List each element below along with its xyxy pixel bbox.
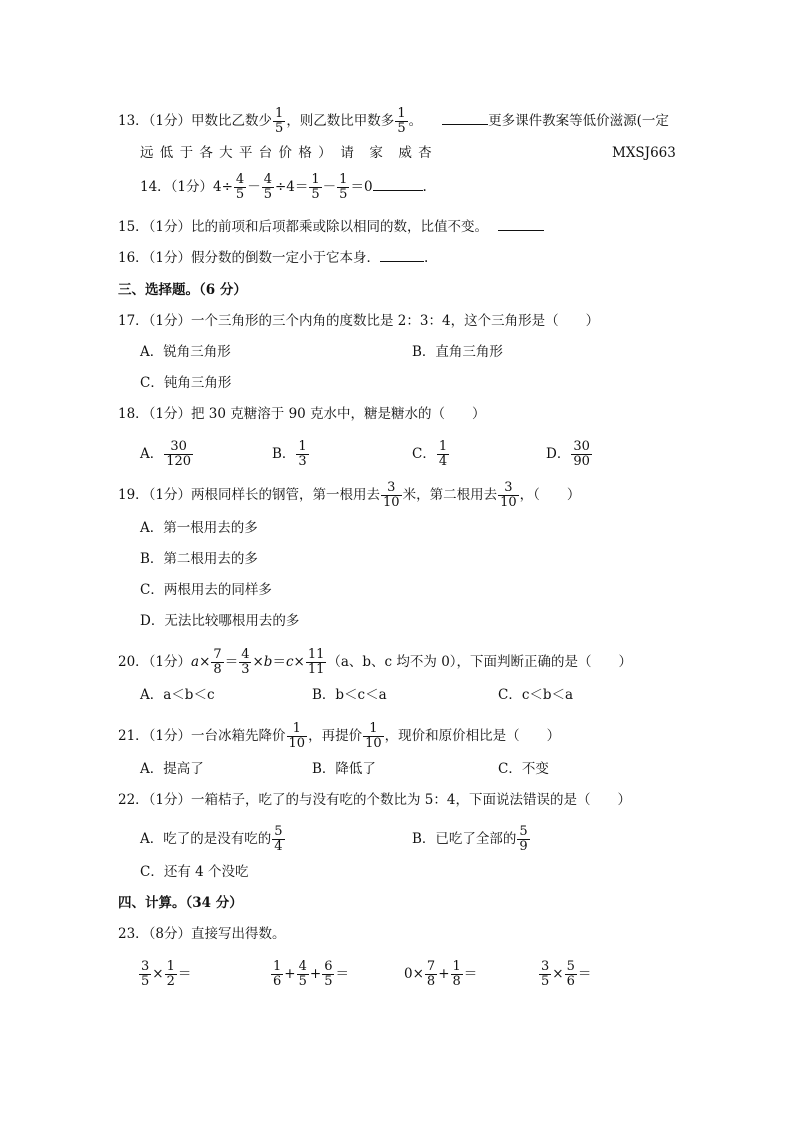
expression-3: 0× $\frac{7}{8}$ + $\frac{1}{8}$ ＝ (404, 959, 478, 989)
option-a[interactable]: A．第一根用去的多 (140, 520, 258, 536)
fraction: $\frac{1}{3}$ (298, 439, 307, 469)
question-23: 23．（8分）直接写出得数。 (118, 926, 286, 942)
fraction: $\frac{4}{5}$ (298, 959, 307, 989)
fraction: $\frac{5}{6}$ (566, 959, 575, 989)
fraction: $\frac{1}{8}$ (452, 959, 461, 989)
fraction: $\frac{7}{8}$ (426, 959, 436, 989)
question-19: 19．（1分）两根同样长的钢管，第一根用去 $\frac{3}{10}$ 米，第二根用去 $\frac{3}{10}$ ，（ ） (118, 480, 581, 510)
expression-4: $\frac{3}{5}$ × $\frac{5}{6}$ ＝ (541, 959, 592, 989)
ad-code-text: MXSJ663 (612, 145, 676, 161)
fraction: $\frac{1}{5}$ (275, 106, 284, 136)
ad-line (140, 143, 433, 163)
answer-blank[interactable] (442, 112, 488, 125)
option-b[interactable]: B．直角三角形 (412, 344, 503, 360)
option-b[interactable]: B． $\frac{1}{3}$ (272, 439, 307, 469)
expression-1: $\frac{3}{5}$ × $\frac{1}{2}$ ＝ (141, 959, 192, 989)
option-b[interactable]: B．降低了 (312, 761, 376, 777)
fraction: $\frac{1}{10}$ (288, 721, 306, 751)
question-14: 14．（1分）4÷ $\frac{4}{5}$ － $\frac{4}{5}$ ÷4＝ $\frac{1}{5}$ － $\frac{1}{5}$ ＝0 . (140, 172, 427, 202)
option-c[interactable]: C．钝角三角形 (140, 375, 232, 391)
answer-blank[interactable] (498, 218, 544, 231)
ad-text-2: 远 低 于 各 大 平 台 价 格 ） 请 家 威 杏 (140, 145, 433, 161)
question-16: 16．（1分）假分数的倒数一定小于它本身． . (118, 250, 429, 266)
question-18: 18．（1分）把 30 克糖溶于 90 克水中，糖是糖水的（ ） (118, 406, 486, 422)
fraction: $\frac{1}{4}$ (438, 439, 448, 469)
question-21: 21．（1分）一台冰箱先降价 $\frac{1}{10}$ ，再提价 $\frac{1}{10}$ ，现价和原价相比是（ ） (118, 721, 561, 751)
question-17: 17．（1分）一个三角形的三个内角的度数比是 2：3：4，这个三角形是（ ） (118, 313, 600, 329)
question-22: 22．（1分）一箱桔子，吃了的与没有吃的个数比为 5：4，下面说法错误的是（ ） (118, 792, 631, 808)
question-20: 20．（1分）a× $\frac{7}{8}$ ＝ $\frac{4}{3}$ ×b＝c× $\frac{11}{11}$ （a、b、c 均不为 0），下面判断正确的是（ ） (118, 647, 633, 677)
fraction: $\frac{1}{5}$ (339, 172, 348, 202)
option-a[interactable]: A． $\frac{30}{120}$ (140, 439, 192, 469)
fraction: $\frac{5}{4}$ (274, 824, 283, 854)
option-d[interactable]: D．无法比较哪根用去的多 (140, 613, 300, 629)
fraction: $\frac{4}{3}$ (241, 647, 250, 677)
fraction: $\frac{30}{90}$ (573, 439, 590, 469)
option-b[interactable]: B．b＜c＜a (312, 687, 387, 703)
ad-code (612, 143, 676, 163)
fraction: $\frac{3}{10}$ (500, 480, 517, 510)
answer-blank[interactable] (380, 249, 424, 262)
q13-text-c: 。 (408, 113, 423, 129)
fraction: $\frac{1}{5}$ (397, 106, 406, 136)
fraction: $\frac{4}{5}$ (263, 172, 272, 202)
fraction: $\frac{30}{120}$ (166, 439, 192, 469)
option-b[interactable]: B．已吃了全部的 $\frac{5}{9}$ (412, 824, 528, 854)
option-c[interactable]: C．还有 4 个没吃 (140, 864, 249, 880)
option-c[interactable]: C．不变 (498, 761, 549, 777)
fraction: $\frac{1}{10}$ (365, 721, 382, 751)
option-c[interactable]: C． $\frac{1}{4}$ (412, 439, 448, 469)
fraction: $\frac{3}{10}$ (383, 480, 400, 510)
fraction: $\frac{11}{11}$ (307, 647, 325, 677)
q13-text-b: ，则乙数比甲数多 (286, 113, 395, 129)
expression-2: $\frac{1}{6}$ + $\frac{4}{5}$ + $\frac{6}{5}$ ＝ (273, 959, 349, 989)
section-heading-4: 四、计算。（34 分） (118, 895, 243, 911)
option-d[interactable]: D． $\frac{30}{90}$ (546, 439, 590, 469)
question-15: 15．（1分）比的前项和后项都乘或除以相同的数，比值不变。 (118, 217, 544, 237)
fraction: $\frac{1}{6}$ (273, 959, 282, 989)
fraction: $\frac{1}{5}$ (311, 172, 320, 202)
fraction: $\frac{3}{5}$ (541, 959, 550, 989)
option-c[interactable]: C．两根用去的同样多 (140, 582, 272, 598)
option-c[interactable]: C．c＜b＜a (498, 687, 574, 703)
option-a[interactable]: A．吃了的是没有吃的 $\frac{5}{4}$ (140, 824, 283, 854)
fraction: $\frac{5}{9}$ (519, 824, 528, 854)
fraction: $\frac{4}{5}$ (235, 172, 245, 202)
option-a[interactable]: A．锐角三角形 (140, 344, 231, 360)
option-a[interactable]: A．a＜b＜c (140, 687, 215, 703)
fraction: $\frac{6}{5}$ (324, 959, 333, 989)
fraction: $\frac{1}{2}$ (166, 959, 175, 989)
option-a[interactable]: A．提高了 (140, 761, 204, 777)
answer-blank[interactable] (373, 178, 423, 191)
fraction: $\frac{3}{5}$ (141, 959, 150, 989)
q13-text-a: 13．（1分）甲数比乙数少 (118, 113, 273, 129)
fraction: $\frac{7}{8}$ (213, 647, 222, 677)
question-13 (118, 107, 669, 136)
option-b[interactable]: B．第二根用去的多 (140, 551, 258, 567)
ad-text: 更多课件教案等低价滋源(一定 (488, 113, 669, 129)
section-heading-3: 三、选择题。（6 分） (118, 282, 247, 298)
